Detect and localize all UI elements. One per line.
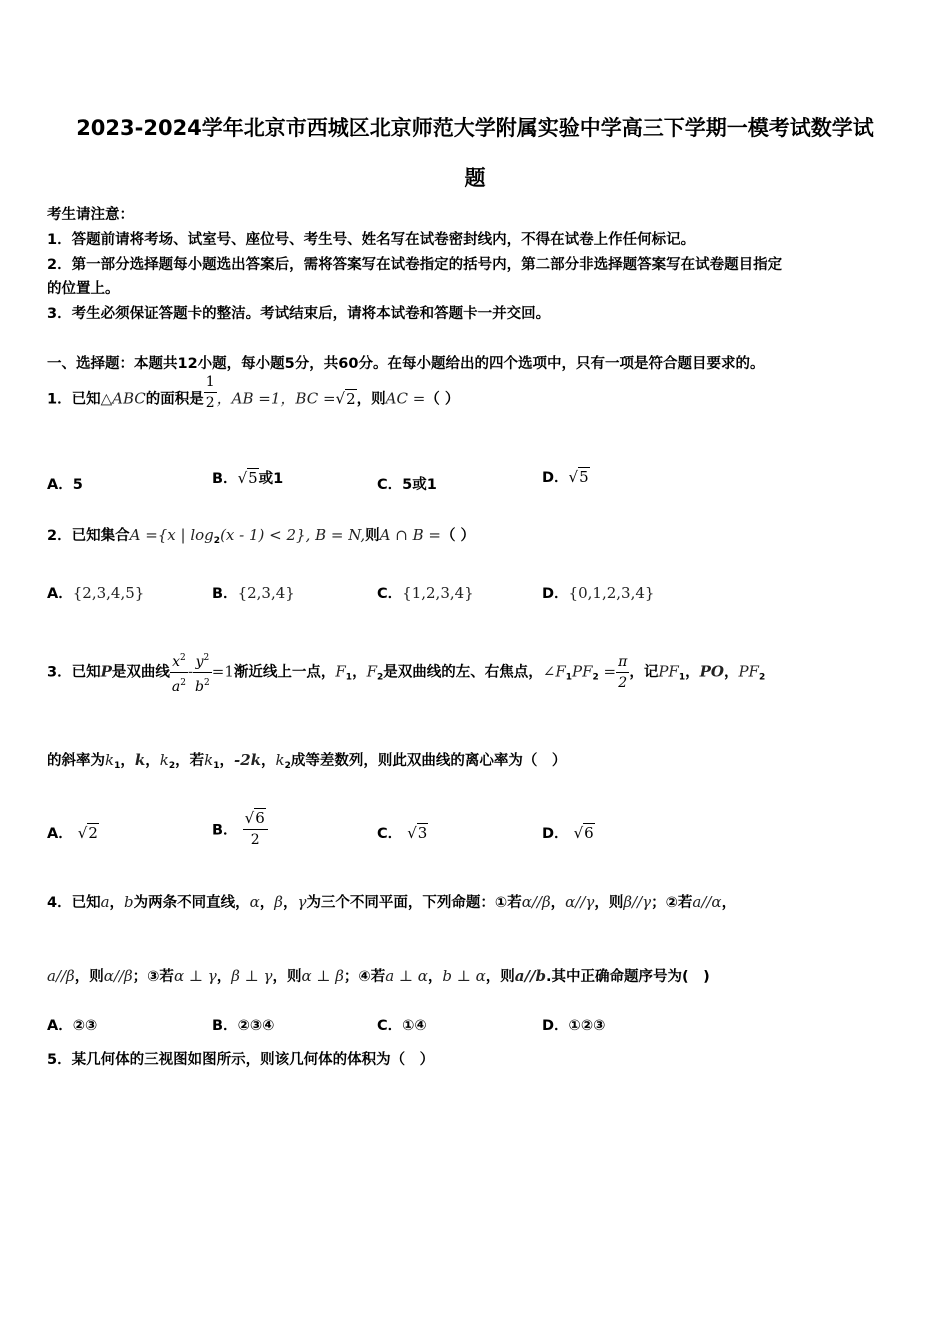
q2-option-b[interactable]: B．{2,3,4} (212, 584, 295, 602)
q4-option-d[interactable]: D．①②③ (542, 1018, 606, 1034)
q3-option-d[interactable]: D． √6 (542, 824, 594, 842)
fraction-pi-2: $\frac{\pi}{2}$ (618, 654, 628, 691)
q4-option-c[interactable]: C．①④ (377, 1018, 427, 1034)
notice-heading: 考生请注意： (47, 207, 134, 223)
q3-option-a[interactable]: A． √2 (47, 824, 98, 842)
q3-option-c[interactable]: C． √3 (377, 824, 428, 842)
q4-option-a[interactable]: A．②③ (47, 1018, 98, 1034)
notice-item-3: 3．考生必须保证答题卡的整洁。考试结束后，请将本试卷和答题卡一并交回。 (47, 306, 551, 322)
q1-option-b[interactable]: B．√5或1 (212, 469, 284, 487)
question-4: 4．已知a，b为两条不同直线，α，β，γ为三个不同平面，下列命题：①若α//β，α//γ，则β//γ；②若a//α， (47, 893, 737, 911)
fraction-y2-b2: $\frac{y^2}{b^2}$ (193, 648, 212, 697)
question-4-line2: a//β，则α//β；③若α ⊥ γ，β ⊥ γ，则α ⊥ β；④若a ⊥ α，b ⊥ α，则a//b.其中正确命题序号为( ) (47, 967, 710, 985)
q2-option-a[interactable]: A．{2,3,4,5} (47, 584, 145, 602)
q4-option-b[interactable]: B．②③④ (212, 1018, 275, 1034)
exam-title-line1: 2023-2024学年北京市西城区北京师范大学附属实验中学高三下学期一模考试数学试 (76, 116, 874, 140)
q2-option-c[interactable]: C．{1,2,3,4} (377, 584, 474, 602)
exam-title-line2: 题 (464, 166, 486, 190)
question-2: 2．已知集合A ={x | $\log_2(x - 1) < 2$}, B = N,则A ∩ B =（ ） (47, 526, 476, 546)
notice-item-1: 1．答题前请将考场、试室号、座位号、考生号、姓名写在试卷密封线内，不得在试卷上作任何标记。 (47, 232, 696, 248)
notice-item-2: 2．第一部分选择题每小题选出答案后，需将答案写在试卷指定的括号内，第二部分非选择题答案写在试卷题目指定 (47, 257, 783, 273)
q1-option-a[interactable]: A．5 (47, 477, 83, 493)
fraction-half: $\frac{1}{2}$ (205, 374, 215, 411)
q1-option-c[interactable]: C．5或1 (377, 477, 437, 493)
triangle-abc: △ABC (100, 389, 146, 408)
question-3-line2: 的斜率为$k_1$，k，$k_2$，若$k_1$，-2k，$k_2$成等差数列，则此双曲线的离心率为（ ） (47, 751, 567, 771)
question-5: 5．某几何体的三视图如图所示，则该几何体的体积为（ ） (47, 1052, 435, 1068)
question-1: 1．已知△ABC的面积是 $\frac{1}{2}$ ，AB =1，BC =√2，则AC =（ ） (47, 374, 460, 411)
sqrt-2: √2 (335, 389, 356, 408)
question-3: 3．已知P是双曲线 $\frac{x^2}{a^2}$ - $\frac{y^2}{b^2}$ =1渐近线上一点，$F_1$，$F_2$是双曲线的左、右焦点，$\angle F_1PF_2$ = $\frac{\pi}{2}$ ，记$PF_1$，PO，$PF_2$ (47, 648, 765, 697)
q3-option-b[interactable]: B． $\frac{√6}{2}$ (212, 808, 268, 850)
notice-item-2-cont: 的位置上。 (47, 281, 120, 297)
section-heading: 一、选择题：本题共12小题，每小题5分，共60分。在每小题给出的四个选项中，只有一项是符合题目要求的。 (47, 356, 765, 372)
q1-option-d[interactable]: D．√5 (542, 468, 589, 486)
fraction-x2-a2: $\frac{x^2}{a^2}$ (170, 648, 188, 697)
q2-option-d[interactable]: D．{0,1,2,3,4} (542, 584, 655, 602)
